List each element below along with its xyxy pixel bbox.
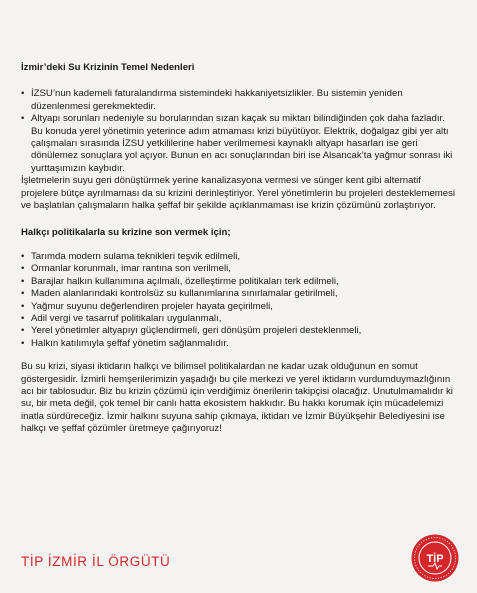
list-item: • Tarımda modern sulama teknikleri teşvik edilmeli, bbox=[21, 251, 459, 263]
list-item: • Ormanlar korunmalı, imar rantına son verilmeli, bbox=[21, 263, 459, 275]
list-item: • Yağmur suyunu değerlendiren projeler hayata geçirilmeli, bbox=[21, 301, 459, 313]
list-item: • İZSU’nun kademeli faturalandırma sistemindeki hakkaniyetsizlikler. Bu sistemin yeniden düzenlenmesi gerekmektedir. bbox=[21, 88, 459, 113]
section-title-causes: İzmir’deki Su Krizinin Temel Nedenleri bbox=[21, 62, 195, 73]
logo-text: TİP bbox=[426, 553, 444, 565]
tip-logo-icon bbox=[410, 533, 460, 583]
list-item: • Adil vergi ve tasarruf politikaları uygulanmalı, bbox=[21, 313, 459, 325]
closing-paragraph: Bu su krizi, siyasi iktidarın halkçı ve bilimsel politikalardan ne kadar uzak olduğunun en somut göstergesidir. İzmirli hemşerilerimizin yaşadığı bu çile merkezi ve yerel iktidarın vurdumduymazlığının acı bir tablosudur. Biz bu krizin çözümü için verdiğimiz önerilerin takipçisi olacağız. Unutulmamalıdır ki su, bir meta değil, çok temel bir canlı hatta ekosistem hakkıdır. Bu hakkı korumak için mücadelemizi inatla sürdüreceğiz. İzmir halkını suyuna sahip çıkmaya, iktidarı ve İzmir Büyükşehir Belediyesini ise halkçı ve şeffaf çözümler üretmeye çağırıyoruz! bbox=[21, 361, 453, 435]
list-item: • Maden alanlarındaki kontrolsüz su kullanımlarına sınırlamalar getirilmeli, bbox=[21, 288, 459, 300]
list-item: • Halkın katılımıyla şeffaf yönetim sağlanmalıdır. bbox=[21, 338, 459, 350]
section-title-solutions: Halkçı politikalarla su krizine son vermek için; bbox=[21, 227, 231, 239]
list-item: • Altyapı sorunları nedeniyle su borularından sızan kaçak su miktarı bilindiğinden çok daha fazladır. Bu konuda yerel yönetimin yeterince adım atmaması krizi büyütüyor. Elektrik, doğalgaz gibi yer altı çalışmaları sırasında İZSU yetkililerine haber verilmemesi kaynaklı altyapı hasarları ise geri dönülemez sonuçlara yol açıyor. Bunun en acı sonuçlarından biri ise Alsancak’ta yağmur sonrası iki yurttaşımızın kaybıdır. bbox=[21, 113, 459, 175]
causes-list bbox=[21, 88, 459, 175]
solutions-list bbox=[21, 251, 459, 350]
causes-paragraph: İşletmelerin suyu geri dönüştürmek yerine kanalizasyona vermesi ve sünger kent gibi alternatif projelere bütçe ayrılmaması da su krizini derinleştiriyor. Yerel yönetimlerin bu projeleri desteklememesi ve başlatılan çalışmaların halka şeffaf bir şekilde açıklanmaması ise krizin çözümünü zorlaştırıyor. bbox=[21, 175, 456, 212]
organization-name: TİP İZMİR İL ÖRGÜTÜ bbox=[21, 554, 171, 569]
document-body bbox=[21, 62, 459, 436]
list-item: • Yerel yönetimler altyapıyı güçlendirmeli, geri dönüşüm projeleri desteklenmeli, bbox=[21, 325, 459, 337]
list-item: • Barajlar halkın kullanımına açılmalı, özelleştirme politikaları terk edilmeli, bbox=[21, 276, 459, 288]
